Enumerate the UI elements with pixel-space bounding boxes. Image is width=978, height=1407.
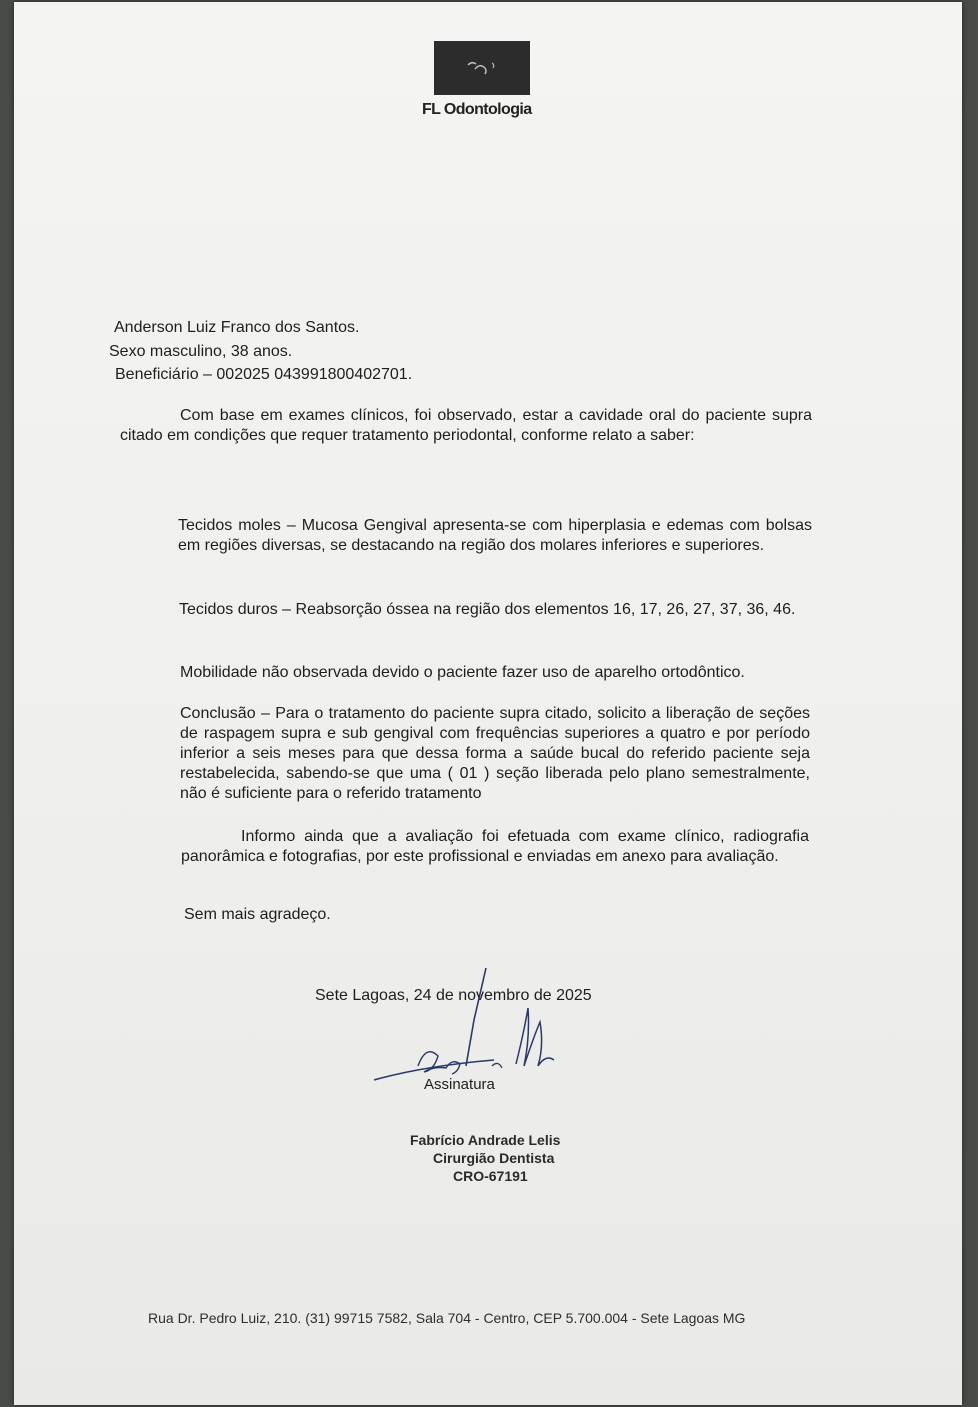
signature-label: Assinatura — [424, 1076, 495, 1093]
info-paragraph — [181, 827, 809, 867]
conclusion-paragraph: Conclusão – Para o tratamento do paciente supra citado, solicito a liberação de seções de raspagem supra e sub gengival com frequências superiores a quatro e por período inferior a seis meses para que dessa forma a saúde bucal do referido paciente seja restabelecida, sabendo-se que uma ( 01 ) seção liberada pelo plano semestralmente, não é suficiente para o referido tratamento — [180, 705, 810, 802]
patient-info: Sexo masculino, 38 anos. — [109, 343, 293, 360]
logo-mark — [434, 41, 530, 95]
brand-name: FL Odontologia — [422, 101, 532, 118]
info-text: Informo ainda que a avaliação foi efetuada com exame clínico, radiografia panorâmica e fotografias, por este profissional e enviadas em anexo para avaliação. — [181, 828, 809, 865]
signer-title: Cirurgião Dentista — [433, 1150, 555, 1166]
patient-beneficiary: Beneficiário – 002025 043991800402701. — [115, 366, 413, 383]
signer-cro: CRO-67191 — [453, 1168, 528, 1184]
footer-address: Rua Dr. Pedro Luiz, 210. (31) 99715 7582, Sala 704 - Centro, CEP 5.700.004 - Sete Lagoas MG — [148, 1310, 746, 1326]
letter-page — [14, 2, 962, 1405]
intro-text: Com base em exames clínicos, foi observado, estar a cavidade oral do paciente supra citado em condições que requer tratamento periodontal, conforme relato a saber: — [120, 407, 812, 444]
soft-tissue-paragraph: Tecidos moles – Mucosa Gengival apresenta-se com hiperplasia e edemas com bolsas em regiões diversas, se destacando na região dos molares inferiores e superiores. — [178, 517, 812, 554]
hard-tissue-paragraph: Tecidos duros – Reabsorção óssea na região dos elementos 16, 17, 26, 27, 37, 36, 46. — [179, 601, 796, 618]
place-date: Sete Lagoas, 24 de novembro de 2025 — [315, 987, 592, 1004]
closing-text: Sem mais agradeço. — [184, 906, 331, 923]
patient-name: Anderson Luiz Franco dos Santos. — [114, 319, 360, 336]
signer-name: Fabrício Andrade Lelis — [410, 1132, 561, 1148]
mobility-paragraph: Mobilidade não observada devido o paciente fazer uso de aparelho ortodôntico. — [180, 664, 745, 681]
intro-paragraph — [120, 406, 812, 446]
